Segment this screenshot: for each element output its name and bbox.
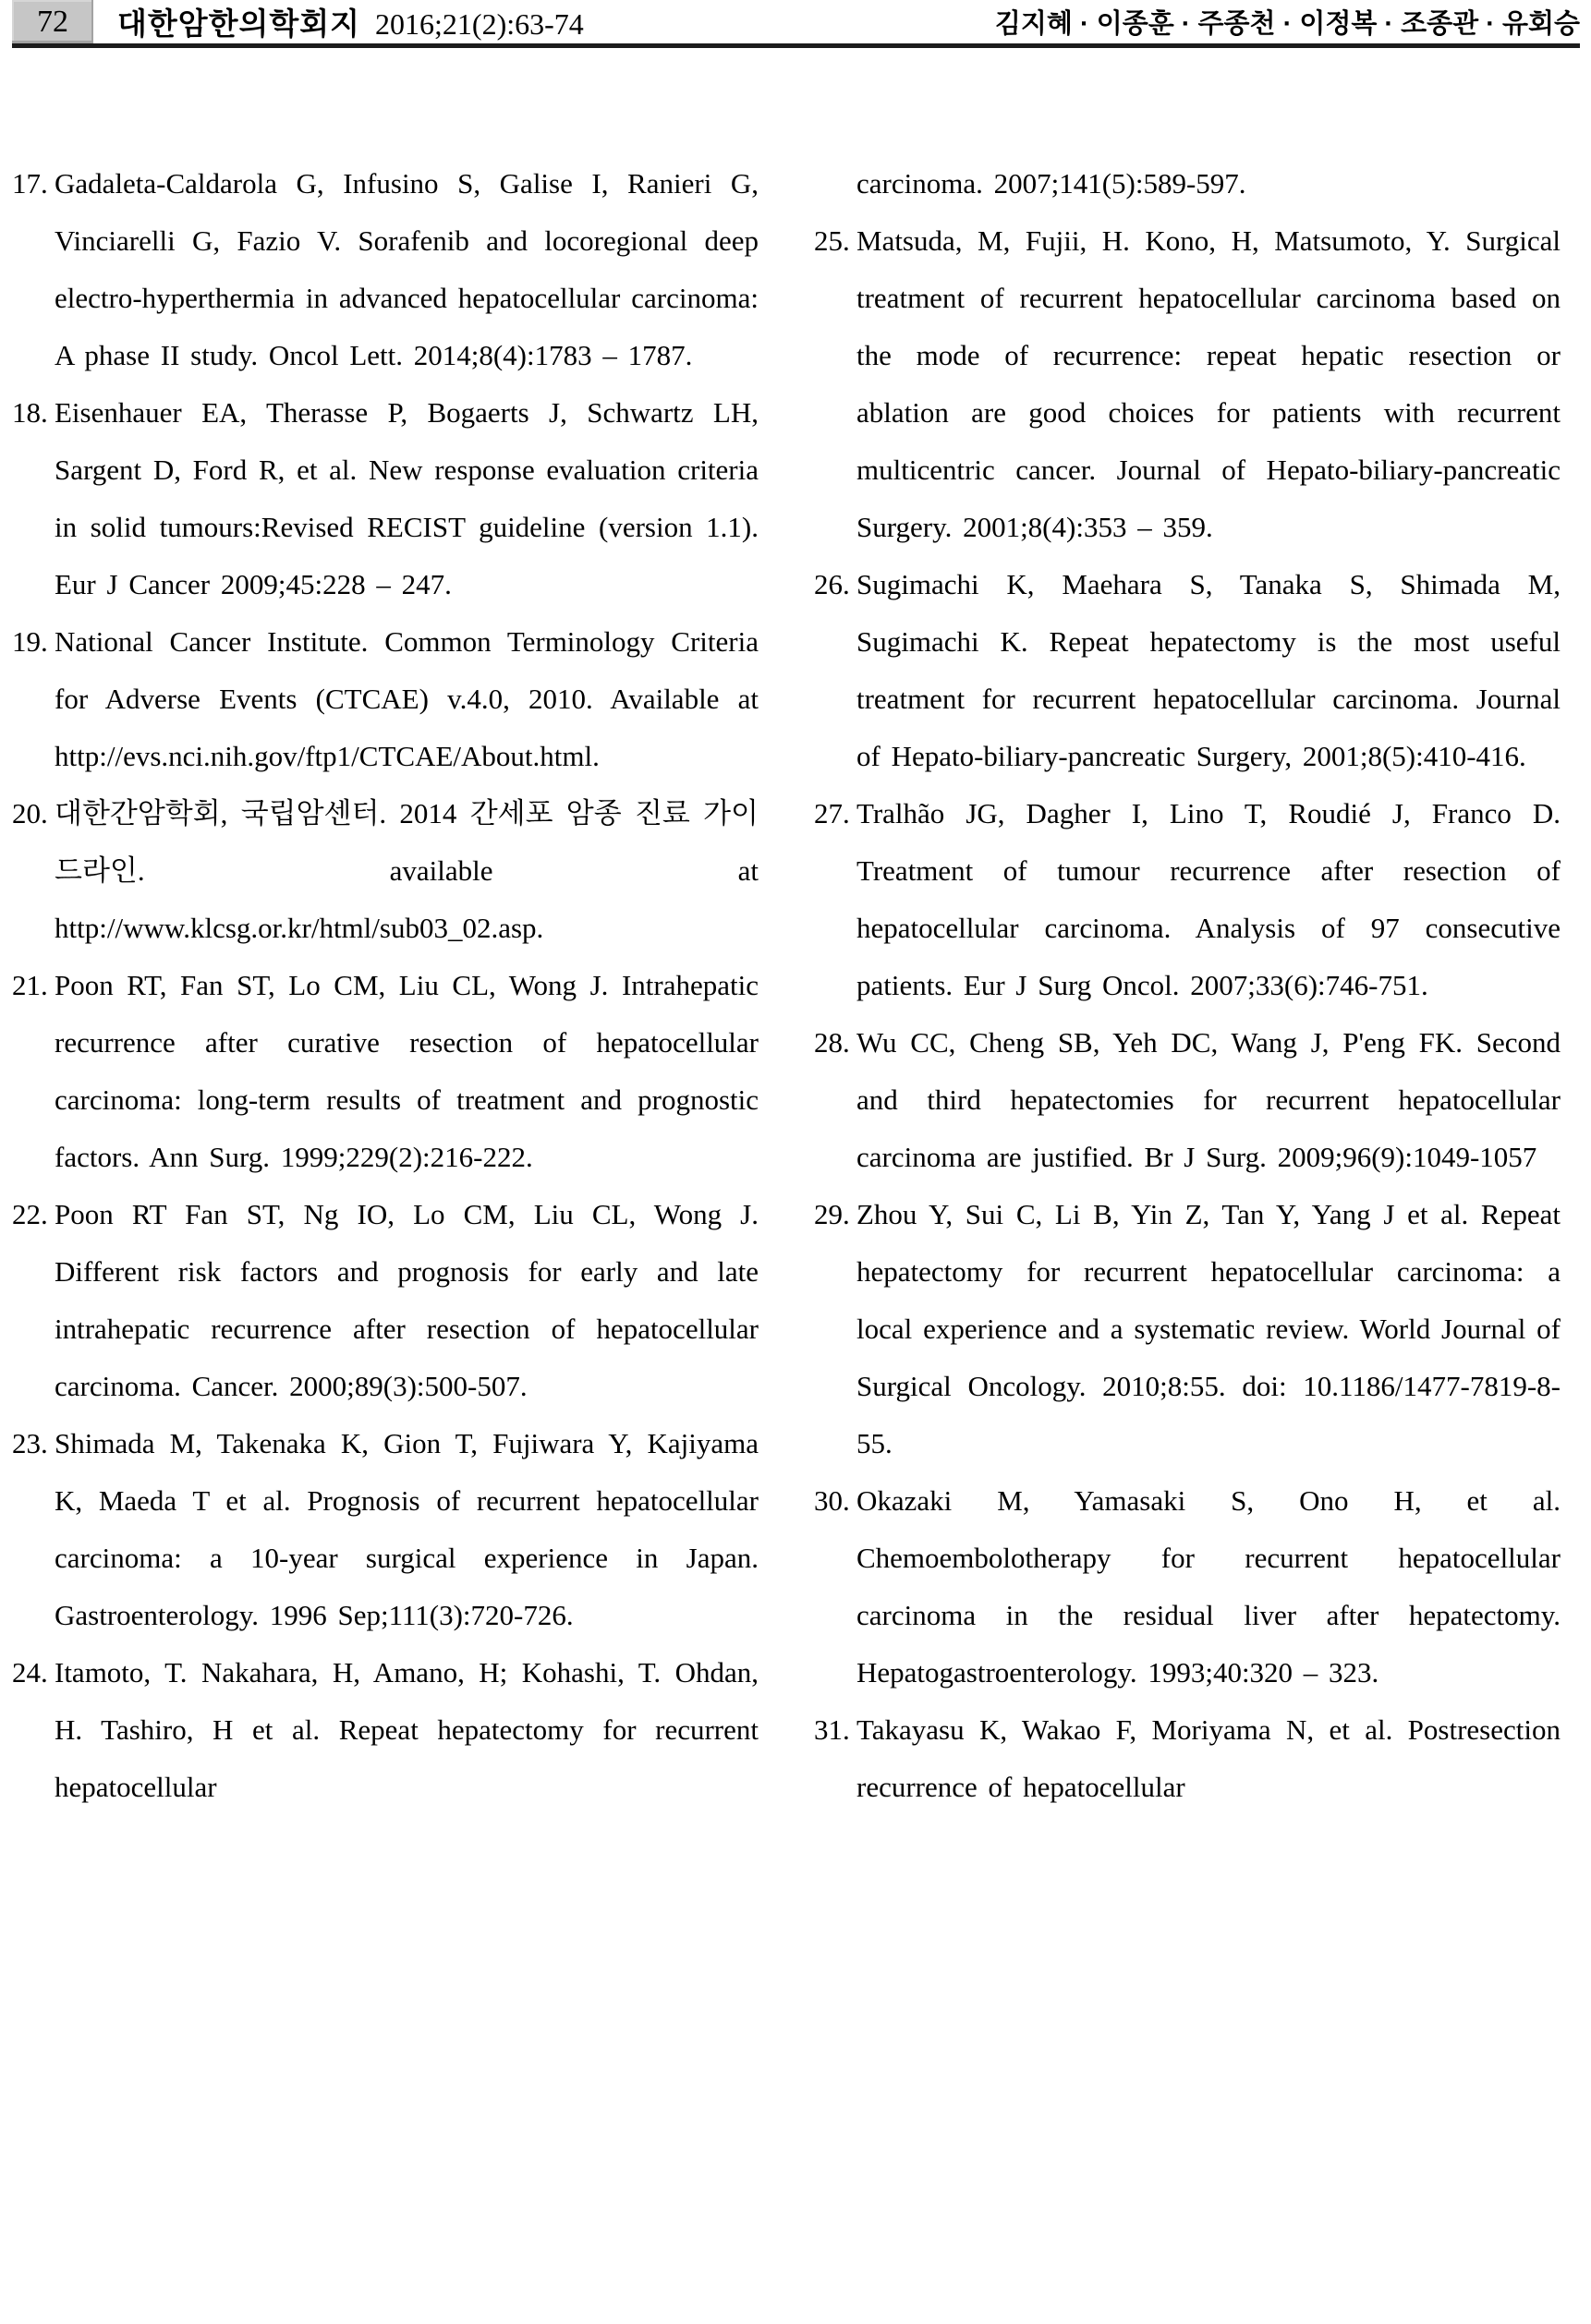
reference-item [12, 1644, 759, 1816]
page-number-badge [12, 0, 93, 43]
reference-item [12, 155, 759, 384]
reference-text: National Cancer Institute. Common Terminology Criteria for Adverse Events (CTCAE) v.4.0, 2010. Available at http://evs.nci.nih.gov/ftp1/CTCAE/About.html. [55, 625, 759, 772]
reference-number: 24. [12, 1656, 48, 1689]
reference-text: Gadaleta-Caldarola G, Infusino S, Galise I, Ranieri G, Vinciarelli G, Fazio V. Sorafenib and locoregional deep electro-hyperthermia in advanced hepatocellular carcinoma: A phase II study. Oncol Lett. 2014;8(4):1783 – 1787. [55, 167, 759, 371]
journal-title [117, 0, 584, 43]
reference-number: 26. [814, 568, 850, 600]
reference-number: 27. [814, 797, 850, 829]
reference-item-continuation [814, 155, 1561, 212]
reference-item [12, 613, 759, 785]
reference-text: Itamoto, T. Nakahara, H, Amano, H; Kohashi, T. Ohdan, H. Tashiro, H et al. Repeat hepatectomy for recurrent hepatocellular [55, 1656, 759, 1803]
reference-number: 19. [12, 625, 48, 658]
reference-item [12, 1415, 759, 1644]
reference-number: 29. [814, 1198, 850, 1230]
reference-text: Poon RT Fan ST, Ng IO, Lo CM, Liu CL, Wong J. Different risk factors and prognosis for early and late intrahepatic recurrence after resection of hepatocellular carcinoma. Cancer. 2000;89(3):500-507. [55, 1198, 759, 1402]
reference-number: 20. [12, 797, 48, 829]
reference-text: 대한간암학회, 국립암센터. 2014 간세포 암종 진료 가이드라인. available at http://www.klcsg.or.kr/html/sub03_02.asp. [55, 797, 759, 944]
reference-number: 28. [814, 1026, 850, 1059]
reference-number: 17. [12, 167, 48, 200]
header-rule [12, 43, 1580, 48]
reference-item [814, 556, 1561, 785]
reference-text: Eisenhauer EA, Therasse P, Bogaerts J, Schwartz LH, Sargent D, Ford R, et al. New response evaluation criteria in solid tumours:Revised RECIST guideline (version 1.1). Eur J Cancer 2009;45:228 – 247. [55, 396, 759, 600]
reference-item [12, 957, 759, 1186]
reference-text: Okazaki M, Yamasaki S, Ono H, et al. Chemoembolotherapy for recurrent hepatocellular carcinoma in the residual liver after hepatectomy. Hepatogastroenterology. 1993;40:320 – 323. [856, 1484, 1561, 1689]
page-header [12, 0, 1580, 43]
volume-info: 2016;21(2):63-74 [375, 7, 584, 41]
reference-item [12, 384, 759, 613]
reference-item [814, 1472, 1561, 1701]
references-section [12, 155, 1561, 1816]
reference-text: Wu CC, Cheng SB, Yeh DC, Wang J, P'eng FK. Second and third hepatectomies for recurrent hepatocellular carcinoma are justified. Br J Surg. 2009;96(9):1049-1057 [856, 1026, 1561, 1173]
reference-text: Tralhão JG, Dagher I, Lino T, Roudié J, Franco D. Treatment of tumour recurrence after resection of hepatocellular carcinoma. Analysis of 97 consecutive patients. Eur J Surg Oncol. 2007;33(6):746-751. [856, 797, 1561, 1001]
page-number: 72 [37, 4, 68, 39]
reference-item [814, 1014, 1561, 1186]
references-left-column [12, 155, 759, 1816]
reference-number: 18. [12, 396, 48, 429]
reference-text: Matsuda, M, Fujii, H. Kono, H, Matsumoto, Y. Surgical treatment of recurrent hepatocellular carcinoma based on the mode of recurrence: repeat hepatic resection or ablation are good choices for patients with recurrent multicentric cancer. Journal of Hepato-biliary-pancreatic Surgery. 2001;8(4):353 – 359. [856, 224, 1561, 543]
reference-number: 23. [12, 1427, 48, 1459]
reference-item [814, 1186, 1561, 1472]
reference-item [814, 785, 1561, 1014]
reference-text: Poon RT, Fan ST, Lo CM, Liu CL, Wong J. Intrahepatic recurrence after curative resection of hepatocellular carcinoma: long-term results of treatment and prognostic factors. Ann Surg. 1999;229(2):216-222. [55, 969, 759, 1173]
journal-name: 대한암한의학회지 [117, 6, 361, 41]
reference-text: carcinoma. 2007;141(5):589-597. [856, 167, 1246, 200]
reference-item [814, 1701, 1561, 1816]
reference-number: 25. [814, 224, 850, 257]
reference-number: 22. [12, 1198, 48, 1230]
reference-number: 31. [814, 1713, 850, 1746]
reference-text: Takayasu K, Wakao F, Moriyama N, et al. Postresection recurrence of hepatocellular [856, 1713, 1561, 1803]
reference-item [12, 785, 759, 957]
reference-text: Sugimachi K, Maehara S, Tanaka S, Shimada M, Sugimachi K. Repeat hepatectomy is the most useful treatment for recurrent hepatocellular carcinoma. Journal of Hepato-biliary-pancreatic Surgery, 2001;8(5):410-416. [856, 568, 1561, 772]
reference-text: Zhou Y, Sui C, Li B, Yin Z, Tan Y, Yang J et al. Repeat hepatectomy for recurrent hepatocellular carcinoma: a local experience and a systematic review. World Journal of Surgical Oncology. 2010;8:55. doi: 10.1186/1477-7819-8-55. [856, 1198, 1561, 1459]
reference-number: 21. [12, 969, 48, 1001]
reference-item [12, 1186, 759, 1415]
references-right-column [814, 155, 1561, 1816]
reference-number: 30. [814, 1484, 850, 1517]
reference-item [814, 212, 1561, 556]
authors: 김지혜 · 이종훈 · 주종천 · 이정복 · 조종관 · 유회승 [994, 9, 1580, 39]
reference-text: Shimada M, Takenaka K, Gion T, Fujiwara Y, Kajiyama K, Maeda T et al. Prognosis of recurrent hepatocellular carcinoma: a 10-year surgical experience in Japan. Gastroenterology. 1996 Sep;111(3):720-726. [55, 1427, 759, 1631]
